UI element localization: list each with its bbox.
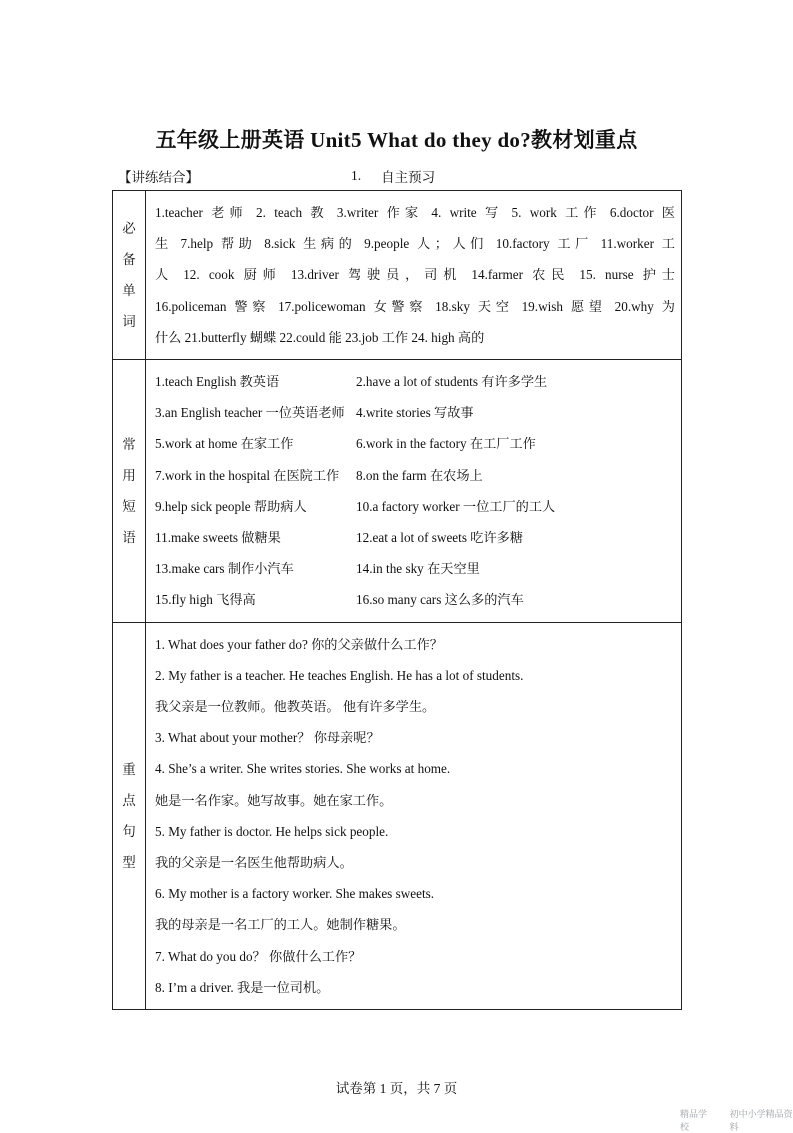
phrase-item: 5.work at home 在家工作 [155,436,294,452]
sentence-line: 1. What does your father do? 你的父亲做什么工作？ [155,636,443,652]
category-char: 词 [122,314,136,329]
phrase-item: 16.so many cars 这么多的汽车 [356,592,524,608]
vocab-line: 人 12. cook 厨师 13.driver 驾驶员，司机 14.farmer 农民 15. nurse 护士 [155,267,675,283]
document-title: 五年级上册英语 Unit5 What do they do?教材划重点 [155,128,638,152]
category-char: 常 [122,436,136,452]
phrase-item: 15.fly high 飞得高 [155,592,256,608]
phrase-item: 6.work in the factory 在工厂工作 [356,436,536,452]
phrase-item: 11.make sweets 做糖果 [155,530,281,546]
vocab-content-cell [146,191,682,360]
sentences-category-cell [113,622,146,1009]
phrase-line [155,366,675,397]
category-char: 点 [122,792,136,808]
page-footer: 试卷第 1 页，共 7 页 [335,1081,458,1096]
sentence-line: 她是一名作家。她写故事。她在家工作。 [155,792,393,808]
vocab-line: 生 7.help 帮助 8.sick 生病的 9.people 人；人们 10.factory 工厂 11.worker 工 [155,236,675,252]
category-char: 用 [122,467,136,483]
category-char: 短 [122,498,136,514]
category-char: 句 [122,823,136,839]
sentence-line: 我的母亲是一名工厂的工人。她制作糖果。 [155,917,406,933]
sentences-row [113,622,682,1009]
category-char: 型 [122,854,136,870]
phrase-line [155,460,675,491]
watermark-text: 精品学校 [680,1110,708,1133]
category-char: 备 [122,252,136,267]
category-char: 必 [122,221,136,236]
phrase-item: 2.have a lot of students 有许多学生 [356,374,548,390]
vocab-row [113,191,682,360]
phrase-item: 13.make cars 制作小汽车 [155,561,294,577]
phrase-item: 9.help sick people 帮助病人 [155,498,307,514]
vocab-line: 1.teacher 老师 2. teach 教 3.writer 作家 4. write 写 5. work 工作 6.doctor 医 [155,205,675,220]
phrase-item: 1.teach English 教英语 [155,374,280,390]
phrase-item: 3.an English teacher 一位英语老师 [155,405,345,421]
sentence-line: 4. She’s a writer. She writes stories. She works at home. [155,761,451,777]
sentence-line: 我的父亲是一名医生他帮助病人。 [155,855,353,871]
watermark [680,1107,793,1133]
phrase-line [155,553,675,584]
study-table [112,190,682,1010]
phrase-item: 8.on the farm 在农场上 [356,467,483,483]
section-label [118,166,435,186]
phrases-row [113,360,682,623]
sentence-line: 6. My mother is a factory worker. She makes sweets. [155,886,435,902]
category-char: 单 [122,283,136,298]
phrase-item: 10.a factory worker 一位工厂的工人 [356,498,556,514]
phrase-line [155,522,675,553]
phrase-line [155,397,675,428]
phrases-content-cell [146,360,682,623]
phrase-line [155,584,675,615]
sentence-line: 5. My father is doctor. He helps sick people. [155,823,389,839]
phrases-category-cell [113,360,146,623]
sentence-line: 7. What do you do？ 你做什么工作？ [155,948,362,964]
category-char: 重 [122,761,136,777]
watermark-text: 初中小学精品资料 [729,1110,793,1133]
phrase-item: 7.work in the hospital 在医院工作 [155,467,340,483]
phrase-item: 4.write stories 写故事 [356,405,474,421]
section-number: 1. [351,168,362,183]
section-heading: 自主预习 [381,170,436,185]
phrase-item: 14.in the sky 在天空里 [356,561,480,577]
phrase-item: 12.eat a lot of sweets 吃许多糖 [356,530,524,546]
vocab-line: 什么 21.butterfly 蝴蝶 22.could 能 23.job 工作 24. high 高的 [155,329,485,345]
section-bracket-label: 【讲练结合】 [118,170,199,185]
vocab-line: 16.policeman 警察 17.policewoman 女警察 18.sky 天空 19.wish 愿望 20.why 为 [155,298,675,314]
sentence-line: 8. I’m a driver. 我是一位司机。 [155,979,330,995]
phrase-line [155,428,675,459]
phrase-line [155,491,675,522]
sentence-line: 我父亲是一位教师。他教英语。 他有许多学生。 [155,699,436,715]
vocab-category-cell [113,191,146,360]
sentences-content-cell [146,622,682,1009]
sentence-line: 3. What about your mother？ 你母亲呢？ [155,730,380,746]
sentence-line: 2. My father is a teacher. He teaches English. He has a lot of students. [155,667,524,683]
category-char: 语 [122,529,136,545]
